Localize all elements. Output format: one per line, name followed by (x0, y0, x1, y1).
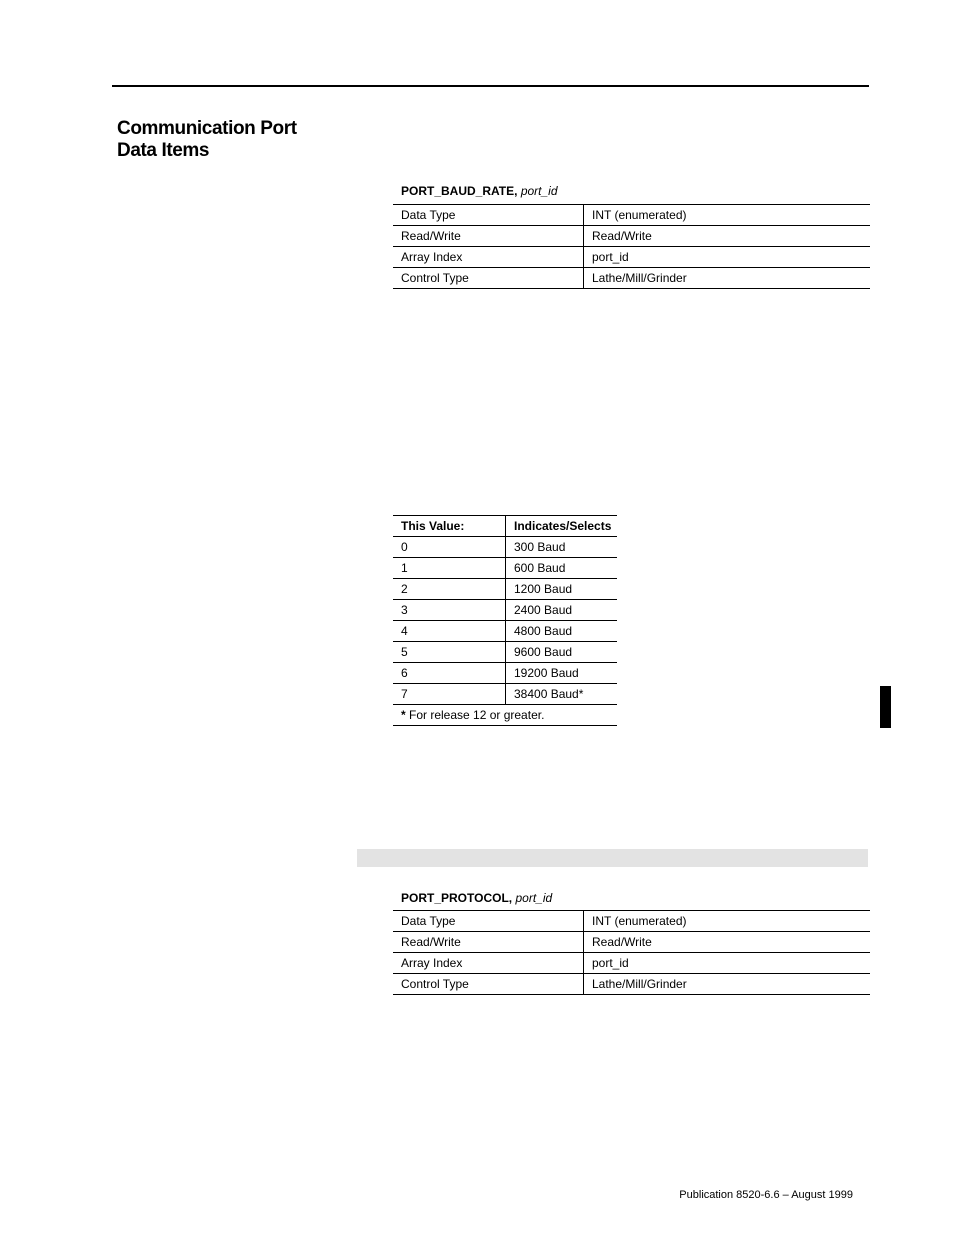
attr-key: Read/Write (393, 226, 584, 247)
value-cell: 5 (393, 642, 506, 663)
attr-value: port_id (584, 247, 871, 268)
table-row (393, 558, 617, 579)
section-title (117, 118, 297, 162)
table-row (393, 205, 870, 226)
meaning-cell: 2400 Baud (506, 600, 618, 621)
table-row (393, 684, 617, 705)
footnote-text: For release 12 or greater. (405, 708, 545, 722)
protocol-attributes-table (393, 910, 870, 995)
protocol-item-heading (401, 891, 552, 905)
value-cell: 3 (393, 600, 506, 621)
attr-key: Data Type (393, 911, 584, 932)
table-row (393, 268, 870, 289)
baud-item-name: PORT_BAUD_RATE, (401, 184, 518, 198)
table-row (393, 226, 870, 247)
table-footnote (393, 705, 617, 726)
top-rule (112, 85, 869, 87)
attr-key: Read/Write (393, 932, 584, 953)
value-cell: 1 (393, 558, 506, 579)
meaning-cell: 300 Baud (506, 537, 618, 558)
table-row (393, 911, 870, 932)
table-row (393, 621, 617, 642)
column-header-indicates: Indicates/Selects (506, 516, 618, 537)
attr-key: Control Type (393, 268, 584, 289)
table-row (393, 247, 870, 268)
meaning-cell: 19200 Baud (506, 663, 618, 684)
table-row (393, 932, 870, 953)
attr-value: Lathe/Mill/Grinder (584, 974, 871, 995)
baud-item-heading (401, 184, 558, 198)
table-row (393, 663, 617, 684)
table-row (393, 579, 617, 600)
meaning-cell: 9600 Baud (506, 642, 618, 663)
section-separator-bar (357, 849, 868, 867)
attr-key: Array Index (393, 953, 584, 974)
footnote-mark: * (401, 708, 406, 722)
meaning-cell: 1200 Baud (506, 579, 618, 600)
table-row (393, 537, 617, 558)
table-footnote-row (393, 705, 617, 726)
value-cell: 7 (393, 684, 506, 705)
section-title-line-1: Communication Port (117, 118, 297, 139)
value-cell: 2 (393, 579, 506, 600)
attr-value: Read/Write (584, 932, 871, 953)
baud-item-param: port_id (520, 184, 558, 198)
attr-key: Data Type (393, 205, 584, 226)
column-header-value: This Value: (393, 516, 506, 537)
value-cell: 0 (393, 537, 506, 558)
baud-values-table (393, 515, 617, 726)
baud-attributes-table (393, 204, 870, 289)
attr-key: Control Type (393, 974, 584, 995)
chapter-tab-marker (880, 686, 891, 728)
table-row (393, 642, 617, 663)
protocol-item-param: port_id (515, 891, 553, 905)
meaning-cell: 600 Baud (506, 558, 618, 579)
section-title-line-2: Data Items (117, 140, 210, 161)
protocol-item-name: PORT_PROTOCOL, (401, 891, 513, 905)
attr-value: port_id (584, 953, 871, 974)
table-row (393, 600, 617, 621)
attr-value: INT (enumerated) (584, 911, 871, 932)
table-row (393, 953, 870, 974)
publication-footer: Publication 8520-6.6 – August 1999 (679, 1189, 853, 1201)
attr-key: Array Index (393, 247, 584, 268)
value-cell: 4 (393, 621, 506, 642)
value-cell: 6 (393, 663, 506, 684)
meaning-cell: 4800 Baud (506, 621, 618, 642)
attr-value: Read/Write (584, 226, 871, 247)
attr-value: INT (enumerated) (584, 205, 871, 226)
meaning-cell: 38400 Baud* (506, 684, 618, 705)
table-row (393, 974, 870, 995)
attr-value: Lathe/Mill/Grinder (584, 268, 871, 289)
table-header-row (393, 516, 617, 537)
